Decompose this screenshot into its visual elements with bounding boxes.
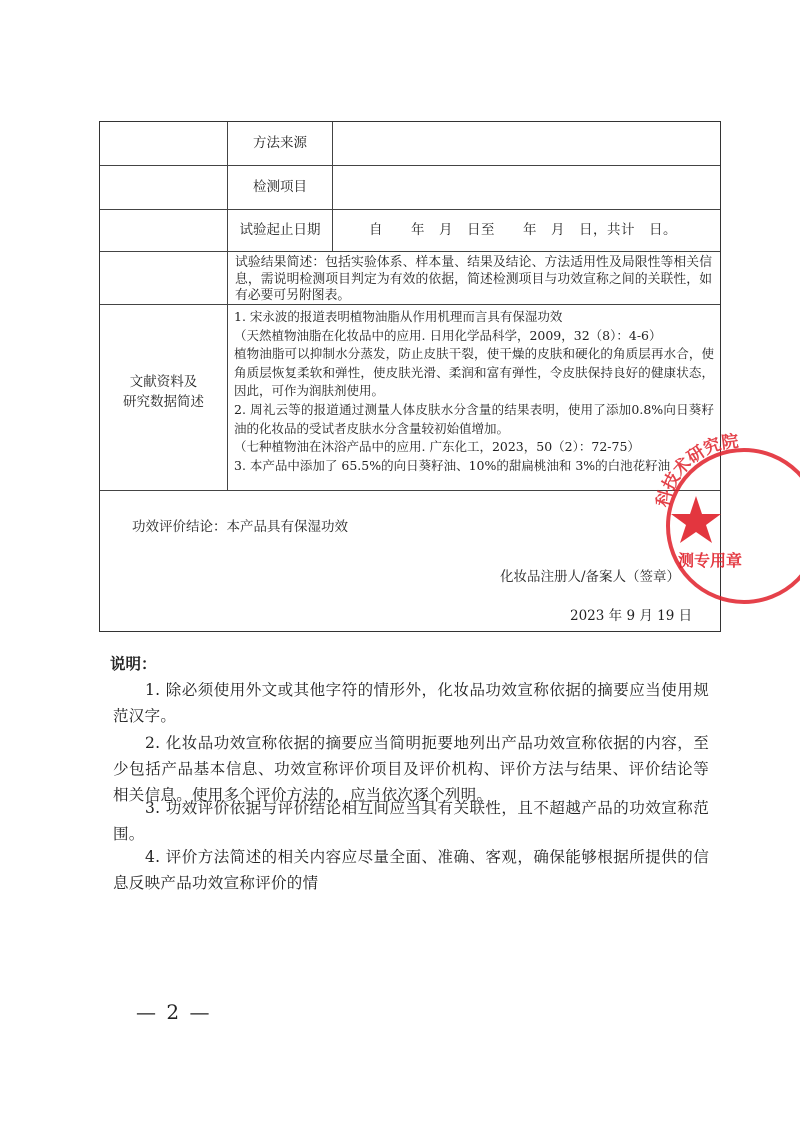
literature-paragraph: 3. 本产品中添加了 65.5%的向日葵籽油、10%的甜扁桃油和 3%的白池花籽油: [234, 457, 671, 473]
method-source-value: [333, 122, 720, 165]
signature-date: 2023 年 9 月 19 日: [570, 608, 693, 624]
test-date-value: 自 年 月 日至 年 月 日，共计 日。: [369, 222, 677, 238]
method-source-row: [100, 122, 720, 166]
literature-label-line2: 研究数据简述: [123, 393, 204, 410]
test-date-row: [100, 210, 720, 252]
test-items-label: 检测项目: [228, 166, 333, 209]
literature-label-line1: 文献资料及: [129, 373, 198, 390]
literature-paragraph: 1. 宋永波的报道表明植物油脂从作用机理而言具有保湿功效: [234, 309, 563, 324]
registrant-signature-label: 化妆品注册人/备案人（签章）: [500, 569, 681, 585]
note-item: 3. 功效评价依据与评价结论相互间应当具有关联性，且不超越产品的功效宣称范围。: [113, 799, 709, 843]
literature-paragraph: 2. 周礼云等的报道通过测量人体皮肤水分含量的结果表明，使用了添加0.8%向日葵籽油的化妆品的受试者皮肤水分含量较初始值增加。: [234, 401, 714, 436]
blank-label-cell: [100, 210, 228, 251]
note-item: 1. 除必须使用外文或其他字符的情形外，化妆品功效宣称依据的摘要应当使用规范汉字。: [113, 681, 709, 725]
page-number: — 2 —: [136, 1000, 212, 1024]
blank-label-cell: [100, 166, 228, 209]
efficacy-claim-form-table: [99, 121, 721, 632]
seal-arc-path-text: 科技术研究院: [653, 431, 740, 510]
literature-paragraph: （七种植物油在沐浴产品中的应用. 广东化工，2023，50（2）：72-75）: [234, 439, 640, 455]
literature-content: [228, 305, 720, 490]
efficacy-conclusion: 功效评价结论：本产品具有保湿功效: [132, 519, 348, 535]
test-date-label: 试验起止日期: [228, 210, 333, 251]
blank-label-cell: [100, 122, 228, 165]
result-summary-text: 试验结果简述：包括实验体系、样本量、结果及结论、方法适用性及局限性等相关信息，需说明检测项目判定为有效的依据，简述检测项目与功效宣称之间的关联性，如有必要可另附图表。: [235, 255, 712, 303]
literature-paragraph: 植物油脂可以抑制水分蒸发，防止皮肤干裂，使干燥的皮肤和硬化的角质层再水合，使角质层恢复柔软和弹性，使皮肤光滑、柔润和富有弹性，令皮肤保持良好的健康状态，因此，可作为润肤剂使用。: [234, 346, 714, 399]
notes-title: 说明：: [110, 654, 157, 673]
literature-paragraph: （天然植物油脂在化妆品中的应用. 日用化学品科学，2009，32（8）：4-6）: [234, 327, 662, 343]
literature-label: [100, 305, 228, 490]
blank-label-cell: [100, 252, 228, 304]
note-item: 2. 化妆品功效宣称依据的摘要应当简明扼要地列出产品功效宣称依据的内容，至少包括产品基本信息、功效宣称评价项目及评价机构、评价方法与结果、评价结论等相关信息。使用多个评价方法的，应当依次逐个列明。: [113, 734, 709, 804]
result-summary-row: [100, 252, 720, 305]
method-source-label: 方法来源: [228, 122, 333, 165]
conclusion-row: [100, 491, 720, 631]
seal-bottom-text: 测专用章: [678, 551, 743, 570]
seal-star-icon: [671, 496, 721, 543]
official-seal-stamp: [648, 431, 798, 606]
literature-row: [100, 305, 720, 491]
test-items-value: [333, 166, 720, 209]
test-date-value-cell: [333, 210, 720, 251]
note-item: 4. 评价方法简述的相关内容应尽量全面、准确、客观，确保能够根据所提供的信息反映产品功效宣称评价的情: [113, 848, 709, 892]
test-items-row: [100, 166, 720, 210]
